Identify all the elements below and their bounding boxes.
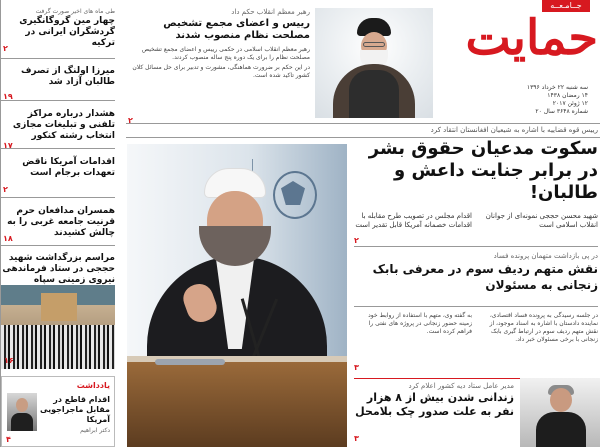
left-item-6-title: مراسم بزرگداشت شهید حججی در ستاد فرماندهی نیروی زمینی سپاه [2, 253, 115, 285]
main-story-sub-1: اقدام مجلس در تصویب طرح مقابله با اقدامات خصمانه آمریکا قابل تقدیر است [355, 212, 472, 229]
left-item-5-page: ۱۸ [3, 234, 13, 243]
crowd-row-2 [1, 343, 115, 369]
left-item-6-page: ۱۶ [4, 356, 14, 365]
opinion-label: یادداشت [76, 381, 110, 390]
story2-body-1: در جلسه رسیدگی به پرونده فساد اقتصادی، نماینده دادستان با اشاره به اسناد موجود، از نقش متهم ردیف سوم در ارتباط گیری بابک زنجانی با برخی مسئولان خبر داد. [489, 312, 598, 343]
left-divider-4 [1, 197, 115, 198]
story3-kicker: مدیر عامل ستاد دیه کشور اعلام کرد [408, 382, 514, 390]
top-story-body-2: در این حکم بر ضرورت هماهنگی، مشورت و تدبیر برای حل مسائل کلان کشور تاکید شده است. [132, 64, 310, 79]
opinion-page: ۴ [6, 435, 11, 444]
left-item-3 [1, 109, 115, 150]
top-story-kicker: رهبر معظم انقلاب حکم داد [231, 8, 310, 16]
masthead-tag: جــامـعــه [542, 0, 590, 12]
left-item-4-page: ۲ [3, 185, 8, 194]
main-story-sub-2: شهید محسن حججی نمونه‌ای از جوانان انقلاب اسلامی است [485, 212, 598, 229]
opinion-author: دکتر ابراهیم [80, 427, 110, 434]
left-divider-3 [1, 148, 115, 149]
top-story [126, 8, 310, 125]
left-item-3-page: ۱۷ [3, 141, 13, 150]
main-story-photo [127, 144, 347, 447]
story3 [354, 382, 514, 447]
left-item-3-title: هشدار درباره مراکز تلفنی و تبلیغات مجازی انتخاب رشته کنکور [12, 109, 115, 141]
left-item-1-title: چهار مین گروگانگیری گردشگران ایرانی در ترکیه [19, 16, 115, 48]
story2-body-divider [354, 306, 598, 307]
opinion-title: اقدام قاطع در مقابل ماجراجویی آمریکا [40, 395, 110, 424]
left-item-2-title: میرزا اولنگ از تصرف طالبان آزاد شد [20, 66, 115, 87]
top-story-page: ۲ [128, 116, 133, 125]
main-story-page: ۲ [354, 236, 359, 245]
left-item-4-title: اقدامات آمریکا ناقض تعهدات برجام است [22, 157, 115, 178]
top-story-title: رییس و اعضای مجمع تشخیص مصلحت نظام منصوب شدند [163, 18, 310, 41]
masthead-issue: شماره ۳۶۴۸ سال ۲۰ [535, 108, 588, 115]
story2-title: نقش متهم ردیف سوم در معرفی بابک زنجانی به مسئولان [372, 262, 598, 292]
left-divider-2 [1, 100, 115, 101]
masthead [440, 0, 600, 118]
left-item-1-page: ۲ [3, 44, 8, 53]
left-divider-5 [1, 245, 115, 246]
left-item-2 [1, 66, 115, 101]
left-item-5 [1, 206, 115, 243]
story3-title: زندانی شدن بیش از ۸ هزار نفر به علت صدور چک بلامحل [355, 391, 514, 418]
story3-photo [520, 378, 600, 447]
opinion-author-photo [7, 393, 37, 431]
main-story-title-line-2: در برابر جنایت داعش و طالبان! [394, 160, 598, 203]
story2-kicker: در پی بازداشت متهمان پرونده فساد [493, 252, 598, 260]
left-item-6 [1, 253, 115, 286]
main-story-title-line-1: سکوت مدعیان حقوق بشر [368, 138, 598, 159]
left-column [0, 0, 114, 447]
story2-page: ۳ [354, 363, 359, 372]
crowd-podium [41, 293, 77, 321]
left-item-1 [1, 8, 115, 53]
newspaper-logo: حمایت [465, 10, 598, 66]
story3-page: ۳ [354, 434, 359, 443]
masthead-date-2: ۱۴ رمضان ۱۴۳۸ [547, 92, 588, 99]
left-divider-1 [1, 58, 115, 59]
masthead-date-3: ۱۲ ژوئن ۲۰۱۷ [552, 100, 588, 107]
masthead-date-1: سه شنبه ۲۲ خرداد ۱۳۹۶ [526, 84, 588, 91]
left-item-1-kicker: طی ماه های اخیر صورت گرفت [35, 8, 115, 15]
main-story-kicker: رییس قوه قضاییه با اشاره به شیعیان افغانستان انتقاد کرد [430, 126, 598, 134]
story2-body-2: به گفته وی، متهم با استفاده از روابط خود زمینه حضور زنجانی در پروژه های نفتی را فراهم کرده است. [368, 312, 472, 335]
crowd-photo [1, 285, 115, 369]
masthead-info [448, 84, 588, 116]
story2 [354, 252, 598, 375]
leader-photo [315, 8, 433, 118]
top-story-body-1: رهبر معظم انقلاب اسلامی در حکمی رییس و اعضای مجمع تشخیص مصلحت نظام را برای یک دوره پنج ساله منصوب کردند. [141, 46, 310, 61]
left-item-2-page: ۱۹ [3, 92, 13, 101]
left-item-4 [1, 157, 115, 194]
top-divider [126, 123, 600, 124]
main-story [354, 138, 598, 245]
opinion-box [1, 376, 115, 447]
story2-top-divider [354, 246, 598, 247]
left-item-5-title: همسران مدافعان حرم قرنیت جامعه غربی را به چالش کشیدند [7, 206, 115, 238]
